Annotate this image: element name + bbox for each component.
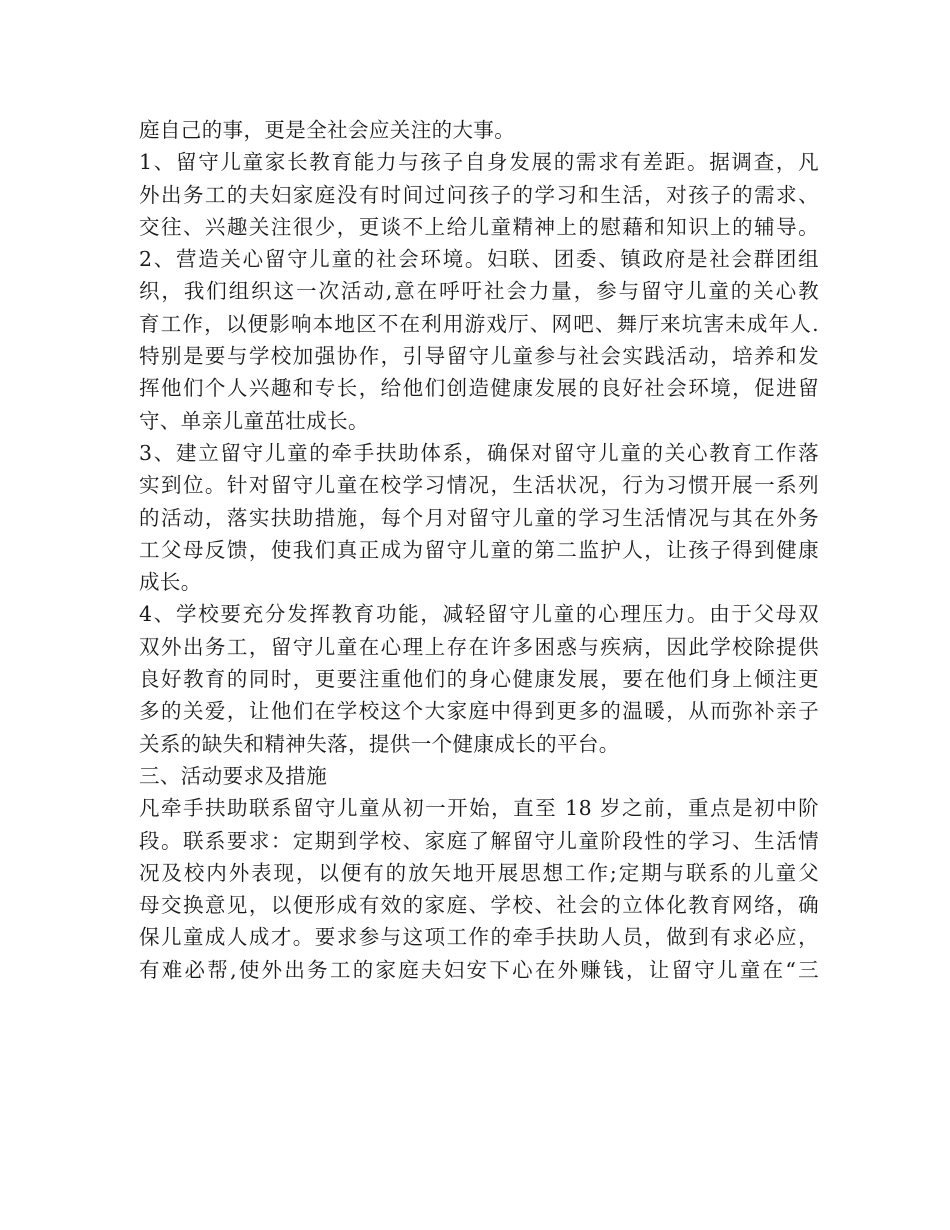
text-line: 三、活动要求及措施 xyxy=(139,763,328,788)
text-line: 育工作，以便影响本地区不在利用游戏厅、网吧、舞厅来坑害未成年人. xyxy=(139,311,819,336)
text-line: 成长。 xyxy=(139,570,202,595)
text-line: 1、留守儿童家长教育能力与孩子自身发展的需求有差距。据调查，凡 xyxy=(139,150,819,175)
text-line: 的活动，落实扶助措施，每个月对留守儿童的学习生活情况与其在外务 xyxy=(139,505,819,530)
text-line: 母交换意见，以便形成有效的家庭、学校、社会的立体化教育网络，确 xyxy=(139,893,819,918)
text-line: 特别是要与学校加强协作，引导留守儿童参与社会实践活动，培养和发 xyxy=(139,344,819,369)
text-line: 凡牵手扶助联系留守儿童从初一开始，直至 18 岁之前，重点是初中阶 xyxy=(139,796,819,821)
text-line: 况及校内外表现，以便有的放矢地开展思想工作;定期与联系的儿童父 xyxy=(139,860,819,885)
text-line: 实到位。针对留守儿童在校学习情况，生活状况，行为习惯开展一系列 xyxy=(139,473,819,498)
text-line: 多的关爱，让他们在学校这个大家庭中得到更多的温暖，从而弥补亲子 xyxy=(139,699,819,724)
text-line: 外出务工的夫妇家庭没有时间过问孩子的学习和生活，对孩子的需求、 xyxy=(139,182,819,207)
text-line: 双外出务工，留守儿童在心理上存在许多困惑与疾病，因此学校除提供 xyxy=(139,634,819,659)
text-line: 织，我们组织这一次活动,意在呼吁社会力量，参与留守儿童的关心教 xyxy=(139,279,819,304)
text-line: 庭自己的事，更是全社会应关注的大事。 xyxy=(139,118,516,142)
text-line: 守、单亲儿童茁壮成长。 xyxy=(139,408,369,433)
text-line: 挥他们个人兴趣和专长，给他们创造健康发展的良好社会环境，促进留 xyxy=(139,376,819,401)
text-line: 交往、兴趣关注很少，更谈不上给儿童精神上的慰藉和知识上的辅导。 xyxy=(139,214,819,239)
document-body xyxy=(139,114,819,986)
text-line: 4、学校要充分发挥教育功能，减轻留守儿童的心理压力。由于父母双 xyxy=(139,602,819,627)
text-line: 2、营造关心留守儿童的社会环境。妇联、团委、镇政府是社会群团组 xyxy=(139,247,819,272)
text-line: 工父母反馈，使我们真正成为留守儿童的第二监护人，让孩子得到健康 xyxy=(139,537,819,562)
text-line: 良好教育的同时，更要注重他们的身心健康发展，要在他们身上倾注更 xyxy=(139,667,819,692)
text-line: 段。联系要求：定期到学校、家庭了解留守儿童阶段性的学习、生活情 xyxy=(139,828,819,853)
text-line: 3、建立留守儿童的牵手扶助体系，确保对留守儿童的关心教育工作落 xyxy=(139,440,819,465)
text-line: 关系的缺失和精神失落，提供一个健康成长的平台。 xyxy=(139,731,620,756)
text-line: 保儿童成人成才。要求参与这项工作的牵手扶助人员，做到有求必应， xyxy=(139,925,819,950)
text-line: 有难必帮,使外出务工的家庭夫妇安下心在外赚钱，让留守儿童在“三 xyxy=(139,957,819,982)
